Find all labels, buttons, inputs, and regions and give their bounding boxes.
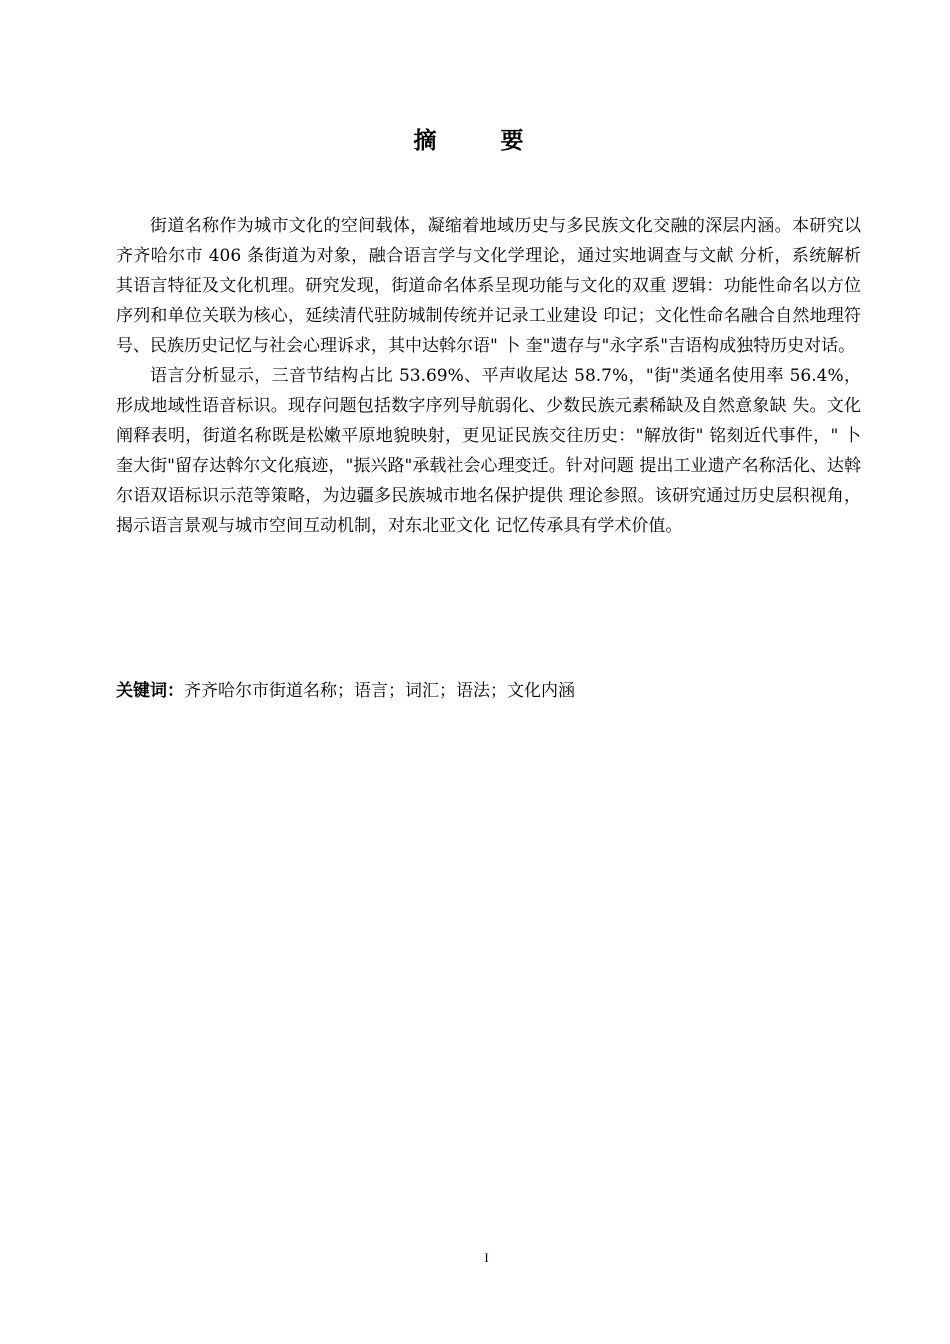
keywords-line [116,676,861,706]
page-title: 摘 要 [413,128,552,154]
abstract-paragraph-1: 街道名称作为城市文化的空间载体，凝缩着地域历史与多民族文化交融的深层内涵。本研究以齐齐哈尔市 406 条街道为对象，融合语言学与文化学理论，通过实地调查与文献 分析，系统解析其语言特征及文化机理。研究发现，街道命名体系呈现功能与文化的双重 逻辑：功能性命名以方位序列和单位关联为核心，延续清代驻防城制传统并记录工业建设 印记；文化性命名融合自然地理符号、民族历史记忆与社会心理诉求，其中达斡尔语" 卜 奎"遗存与"永字系"吉语构成独特历史对话。 [116,216,861,356]
page-number: I [484,1250,489,1265]
abstract-body [116,211,861,541]
keywords-text: 齐齐哈尔市街道名称；语言；词汇；语法；文化内涵 [184,681,575,701]
abstract-paragraph-2: 语言分析显示，三音节结构占比 53.69%、平声收尾达 58.7%，"街"类通名使用率 56.4%， 形成地域性语音标识。现存问题包括数字序列导航弱化、少数民族元素稀缺及自然意象缺 失。文化阐释表明，街道名称既是松嫩平原地貌映射，更见证民族交往历史："解放街" 铭刻近代事件，" 卜奎大街"留存达斡尔文化痕迹，"振兴路"承载社会心理变迁。针对问题 提出工业遗产名称活化、达斡尔语双语标识示范等策略，为边疆多民族城市地名保护提供 理论参照。该研究通过历史层积视角，揭示语言景观与城市空间互动机制，对东北亚文化 记忆传承具有学术价值。 [116,366,861,536]
keywords-label: 关键词： [116,681,184,701]
